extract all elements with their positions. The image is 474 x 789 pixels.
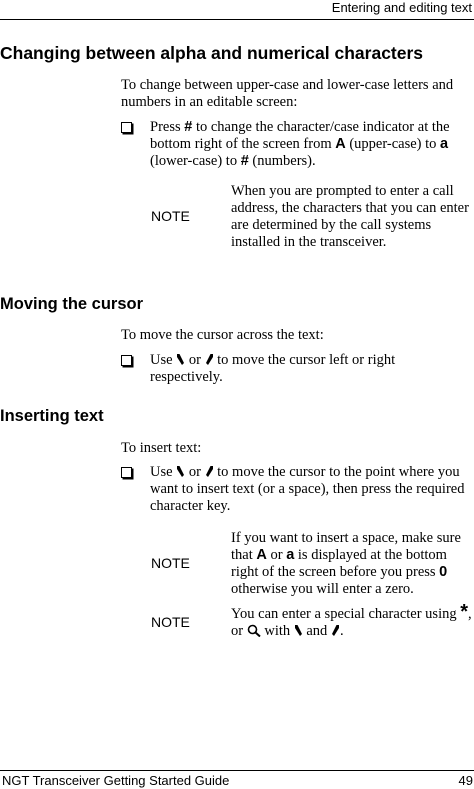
section2-bullet	[121, 352, 471, 386]
checkbox-bullet-icon	[121, 467, 132, 478]
section1-intro: To change between upper-case and lower-case letters and numbers in an editable screen:	[121, 77, 454, 110]
section3-intro: To insert text:	[121, 440, 202, 456]
bullet-text: Press # to change the character/case indicator at the bottom right of the screen from A (upper-case) to a (lower-case) to # (numbers).	[150, 119, 450, 169]
note-text: When you are prompted to enter a call address, the characters that you can enter are determined by the call systems installed in the transceiver.	[231, 183, 469, 250]
note-label: NOTE	[151, 555, 190, 571]
section1-bullet	[121, 119, 471, 170]
running-header: Entering and editing text	[331, 0, 472, 15]
bullet-text: Use or to move the cursor to the point where you want to insert text (or a space), then press the required character key.	[150, 464, 465, 514]
right-key-icon	[205, 353, 214, 366]
right-key-icon	[205, 465, 214, 478]
checkbox-bullet-icon	[121, 122, 132, 133]
page-number: 49	[458, 773, 473, 788]
section3-bullet	[121, 464, 471, 515]
footer-title: NGT Transceiver Getting Started Guide	[2, 773, 230, 788]
left-key-icon	[294, 624, 303, 637]
header-rule	[0, 19, 474, 20]
footer-rule	[0, 770, 474, 771]
bullet-text: Use or to move the cursor left or right respectively.	[150, 352, 396, 385]
left-key-icon	[176, 465, 185, 478]
section-heading-moving-cursor: Moving the cursor	[0, 295, 144, 313]
section2-intro: To move the cursor across the text:	[121, 327, 324, 343]
note-label: NOTE	[151, 208, 190, 224]
note-text: You can enter a special character using *, or with and .	[231, 601, 472, 639]
note-text: If you want to insert a space, make sure that A or a is displayed at the bottom right of the screen before you press 0 otherwise you will enter a zero.	[231, 530, 461, 597]
right-key-icon	[331, 624, 340, 637]
note-label: NOTE	[151, 614, 190, 630]
section-heading-inserting-text: Inserting text	[0, 407, 104, 425]
section-heading-alpha-numeric: Changing between alpha and numerical characters	[0, 43, 424, 63]
search-key-icon	[247, 624, 261, 637]
left-key-icon	[176, 353, 185, 366]
checkbox-bullet-icon	[121, 355, 132, 366]
